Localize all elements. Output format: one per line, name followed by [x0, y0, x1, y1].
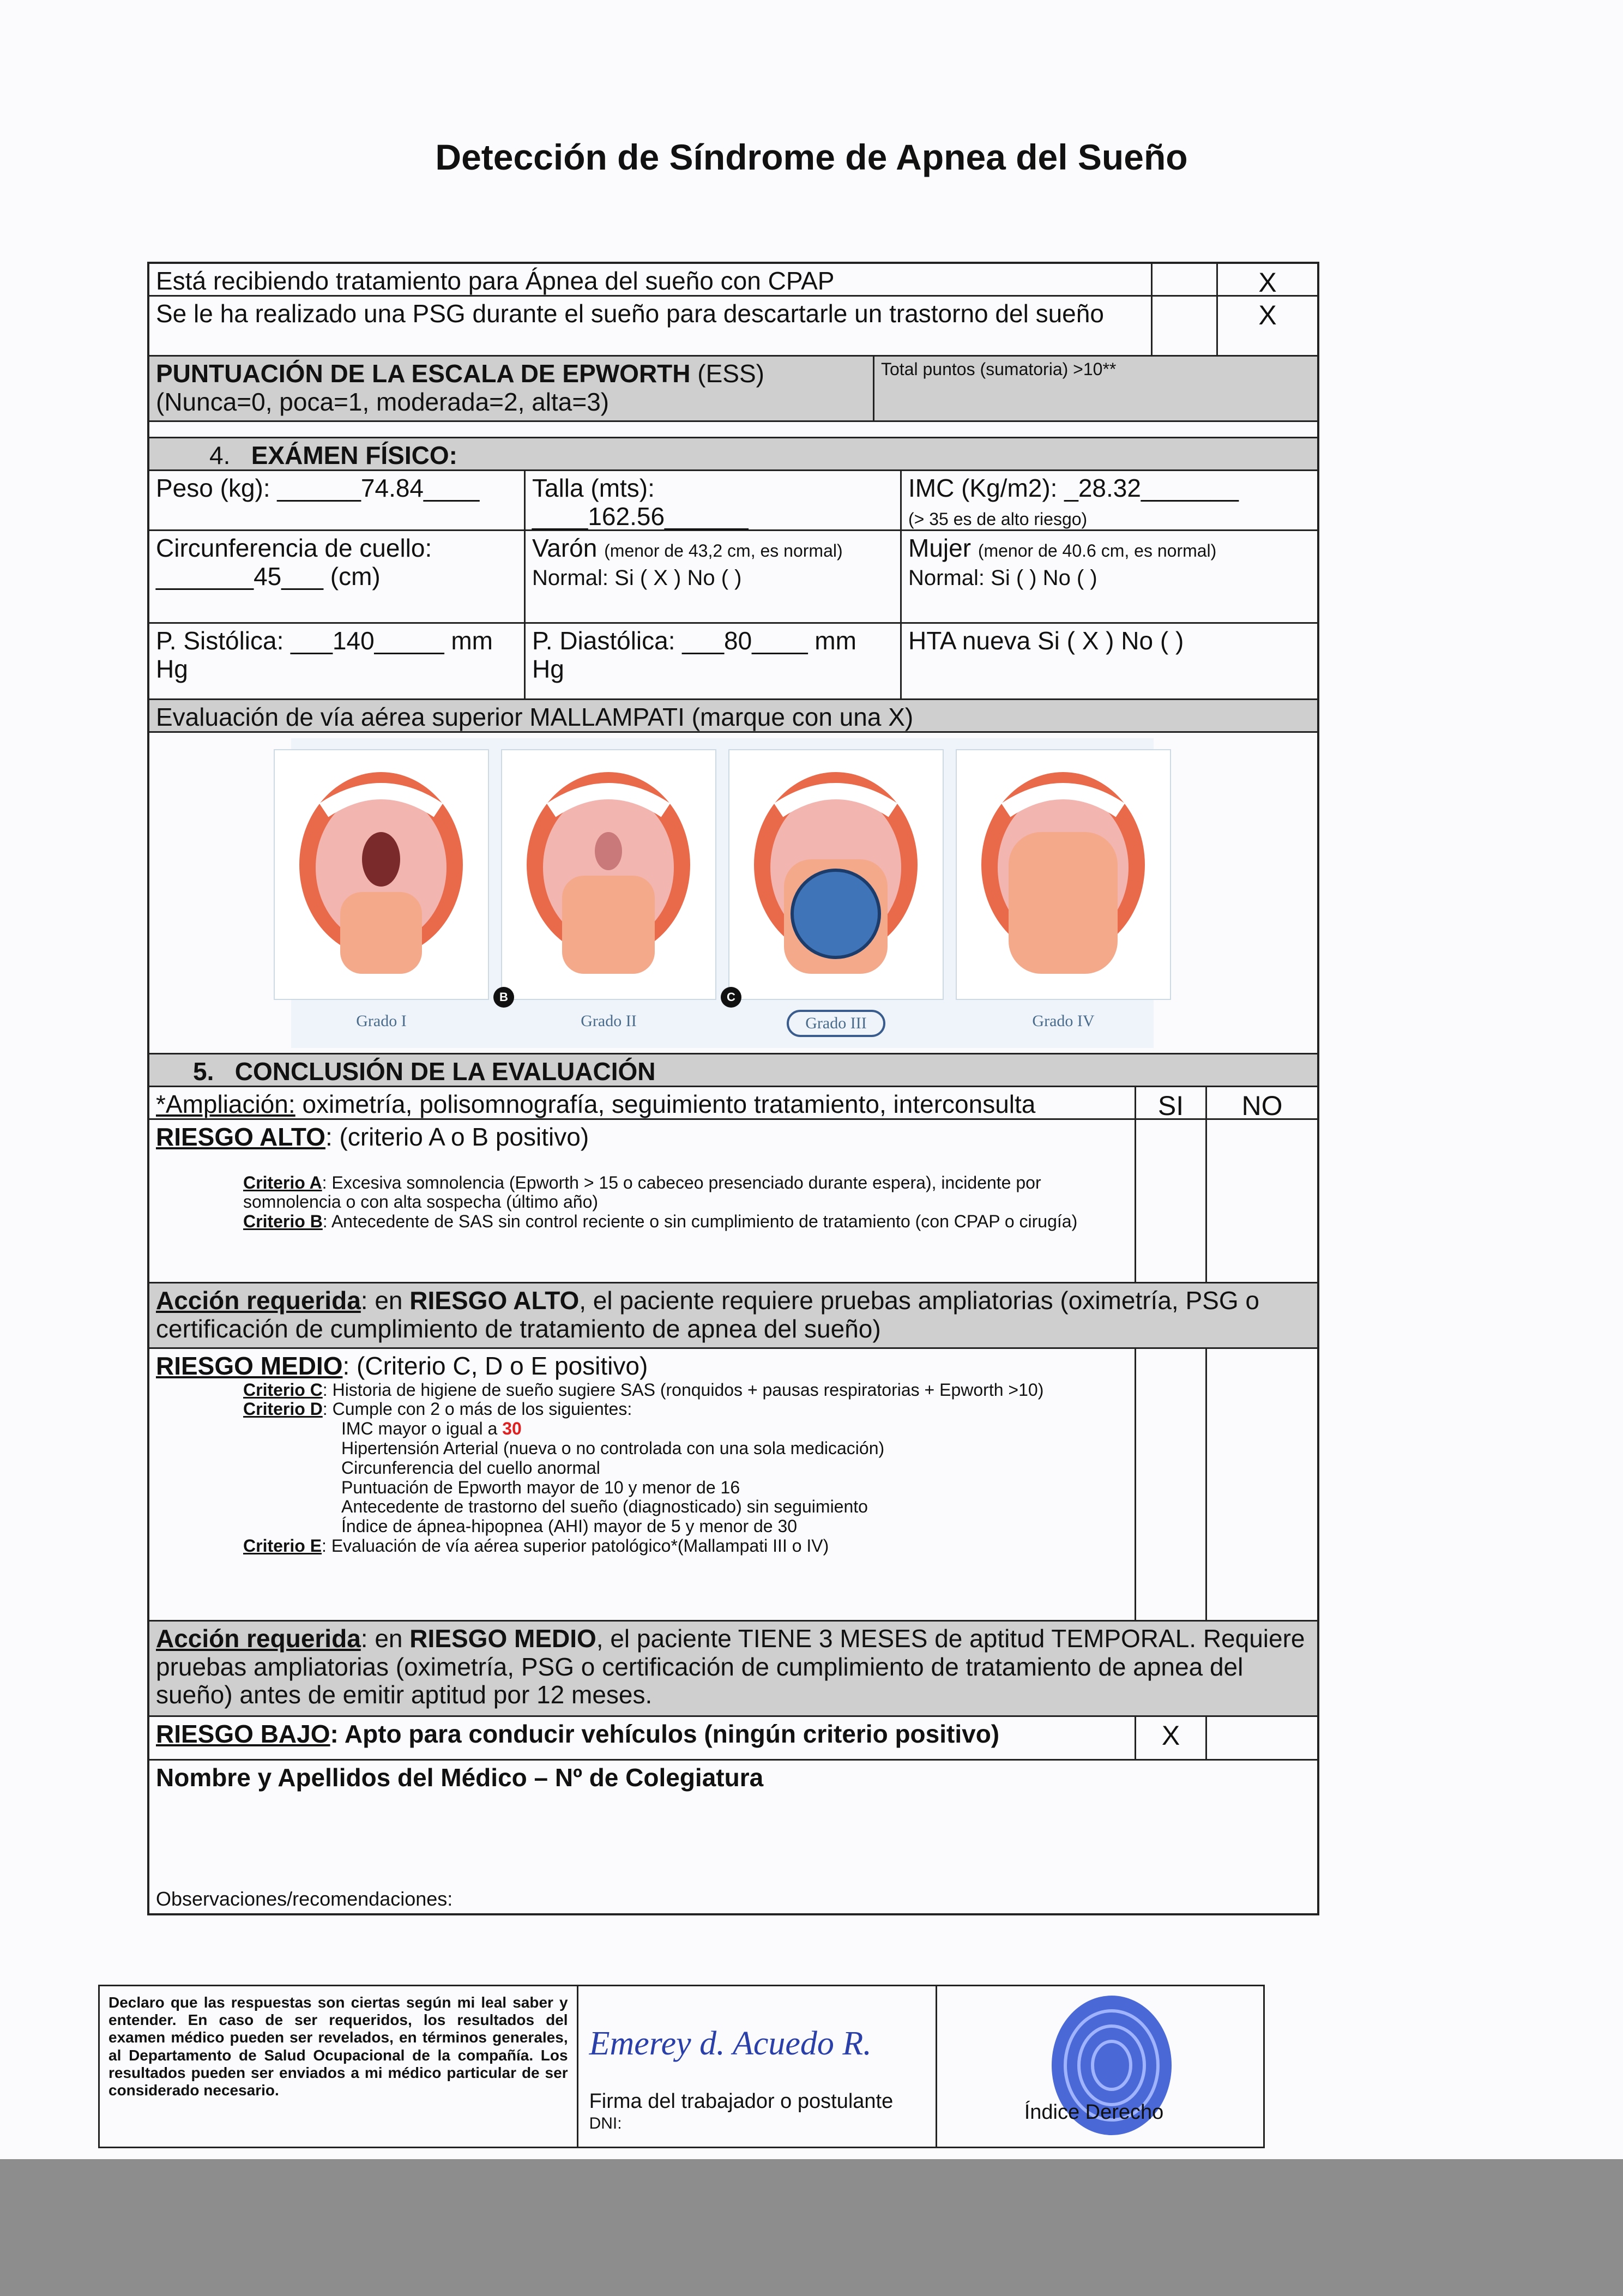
sistolica-field: P. Sistólica: ___140_____ mm Hg: [149, 624, 526, 698]
mallampati-grade-4-label: Grado IV: [1032, 1011, 1095, 1030]
mallampati-grade-1-label: Grado I: [356, 1011, 407, 1030]
conclusion-header-row: [149, 1054, 1317, 1087]
riesgo-medio-text: : (Criterio C, D o E positivo): [342, 1352, 648, 1380]
criterio-a-text: : Excesiva somnolencia (Epworth > 15 o cabeceo presenciado durante espera), incidente por somnolencia o con alta sospecha (último año): [243, 1172, 1041, 1212]
criterio-d-item: Antecedente de trastorno del sueño (diagnosticado) sin seguimiento: [341, 1497, 868, 1517]
criterio-c-text: : Historia de higiene de sueño sugiere SAS (ronquidos + pausas respiratorias + Epworth >10): [322, 1379, 1044, 1400]
medico-label: Nombre y Apellidos del Médico – Nº de Colegiatura: [156, 1763, 764, 1792]
mujer-note: (menor de 40.6 cm, es normal): [978, 541, 1217, 561]
mouth-grade-4-image: [957, 750, 1170, 999]
varon-label: Varón: [532, 534, 598, 562]
riesgo-alto-no: [1207, 1120, 1317, 1282]
criterio-d-item: Circunferencia del cuello anormal: [341, 1457, 600, 1478]
exam-header: EXÁMEN FÍSICO:: [251, 441, 457, 469]
ampliacion-label: *Ampliación:: [156, 1090, 295, 1118]
question-psg-row: [149, 297, 1317, 357]
imc-label: IMC (Kg/m2): _28.32_______: [908, 474, 1239, 502]
mallampati-grade-3: [728, 749, 944, 1037]
firma-label: Firma del trabajador o postulante: [589, 2090, 894, 2113]
talla-field: [526, 471, 902, 529]
mallampati-row: [149, 733, 1317, 1054]
mallampati-grade-4: [956, 749, 1171, 1037]
firma-cell: [578, 1986, 937, 2147]
epworth-title-cell: [149, 357, 874, 420]
varon-normal: Normal: Si ( X ) No ( ): [532, 565, 742, 590]
ampliacion-text: oximetría, polisomnografía, seguimiento tratamiento, interconsulta: [295, 1090, 1036, 1118]
question-cpap-row: [149, 264, 1317, 297]
criterio-b-label: Criterio B: [243, 1212, 323, 1232]
question-cpap-text: Está recibiendo tratamiento para Ápnea del sueño con CPAP: [149, 264, 1153, 295]
question-psg-yes: [1153, 297, 1218, 355]
accion-alto-label: Acción requerida: [156, 1286, 361, 1315]
varon-field: [526, 531, 902, 622]
exam-number: 4.: [209, 441, 231, 469]
badge-b: B: [493, 987, 514, 1008]
mallampati-grade-3-label: Grado III: [787, 1010, 885, 1037]
criterio-d-item: Hipertensión Arterial (nueva o no controlada con una sola medicación): [341, 1438, 885, 1458]
cuello-value: _______45___ (cm): [156, 562, 381, 590]
riesgo-medio-row: [149, 1349, 1317, 1622]
accion-alto-row: [149, 1283, 1317, 1349]
riesgo-medio-no: [1207, 1349, 1317, 1620]
page-title: Detección de Síndrome de Apnea del Sueño: [435, 137, 1188, 177]
criterio-e-label: Criterio E: [243, 1536, 322, 1556]
criterio-d-item: Índice de ápnea-hipopnea (AHI) mayor de 5 y menor de 30: [341, 1516, 798, 1536]
accion-medio-bold: RIESGO MEDIO: [409, 1624, 596, 1653]
question-psg-mark: X: [1258, 300, 1277, 330]
hta-field: HTA nueva Si ( X ) No ( ): [908, 626, 1184, 655]
ampliacion-row: [149, 1087, 1317, 1120]
riesgo-bajo-label: RIESGO BAJO: [156, 1720, 330, 1748]
criterio-d-item: Puntuación de Epworth mayor de 10 y menor de 16: [341, 1477, 740, 1497]
riesgo-alto-text: : (criterio A o B positivo): [325, 1123, 589, 1151]
declaracion-text: Declaro que las respuestas son ciertas según mi leal saber y entender. En caso de ser requeridos, los resultados del examen médico pueden ser revelados, en términos generales, al Departamento de Salud Ocupacional de la compañía. Los resultados pueden ser enviados a mi médico particular de ser considerado necesario.: [100, 1986, 578, 2147]
question-cpap-mark: X: [1258, 267, 1277, 298]
scan-margin: [0, 2159, 1623, 2296]
criterio-d-imc-value: 30: [502, 1419, 522, 1439]
accion-alto-bold: RIESGO ALTO: [409, 1286, 580, 1315]
exam-row-1: [149, 471, 1317, 531]
mouth-grade-1-image: [275, 750, 488, 999]
accion-medio-pre: : en: [360, 1624, 410, 1653]
exam-header-row: [149, 438, 1317, 471]
epworth-suffix: (ESS): [697, 359, 764, 388]
spacer-row: [149, 422, 1317, 438]
cuello-label: Circunferencia de cuello:: [156, 534, 432, 562]
criterio-d-imc: IMC mayor o igual a: [341, 1419, 503, 1439]
apnea-form: [147, 262, 1319, 1915]
mouth-grade-2-image: [502, 750, 715, 999]
indice-label: Índice Derecho: [1024, 2101, 1164, 2124]
signature-scribble: Emerey d. Acuedo R.: [589, 2025, 872, 2062]
riesgo-bajo-no: [1207, 1717, 1317, 1759]
conclusion-header: CONCLUSIÓN DE LA EVALUACIÓN: [234, 1057, 656, 1086]
signature-area: [98, 1985, 1265, 2148]
accion-alto-text: , el paciente requiere pruebas ampliatorias (oximetría, PSG o certificación de cumplimiento de tratamiento de apnea del sueño): [156, 1286, 1259, 1343]
mallampati-header-row: [149, 700, 1317, 733]
epworth-total: Total puntos (sumatoria) >10**: [881, 359, 1117, 379]
question-cpap-yes: [1153, 264, 1218, 295]
criterio-d-label: Criterio D: [243, 1399, 323, 1419]
exam-row-3: [149, 624, 1317, 700]
accion-medio-text: , el paciente TIENE 3 MESES de aptitud TEMPORAL. Requiere pruebas ampliatorias (oximetría, PSG o certificación de cumplimiento de tratamiento de apnea del sueño) antes de emitir aptitud por 12 meses.: [156, 1624, 1305, 1709]
riesgo-alto-si: [1136, 1120, 1207, 1282]
epworth-row: [149, 357, 1317, 422]
talla-label: Talla (mts):: [532, 474, 655, 502]
conclusion-number: 5.: [193, 1057, 214, 1086]
exam-row-2: [149, 531, 1317, 624]
criterio-e-text: : Evaluación de vía aérea superior patológico*(Mallampati III o IV): [322, 1536, 829, 1556]
question-psg-text: Se le ha realizado una PSG durante el sueño para descartarle un trastorno del sueño: [149, 297, 1153, 355]
observaciones-label: Observaciones/recomendaciones:: [156, 1887, 453, 1910]
diastolica-field: P. Diastólica: ___80____ mm Hg: [526, 624, 902, 698]
accion-medio-row: [149, 1622, 1317, 1717]
mallampati-grade-2-label: Grado II: [581, 1011, 637, 1030]
criterio-d-text: : Cumple con 2 o más de los siguientes:: [322, 1399, 632, 1419]
varon-note: (menor de 43,2 cm, es normal): [604, 541, 843, 561]
no-header: NO: [1241, 1090, 1283, 1121]
accion-medio-label: Acción requerida: [156, 1624, 361, 1653]
talla-value: ____162.56______: [532, 502, 749, 531]
mallampati-panel: [291, 738, 1154, 1048]
criterio-a-label: Criterio A: [243, 1172, 322, 1192]
cuello-field: [149, 531, 526, 622]
mujer-label: Mujer: [908, 534, 972, 562]
riesgo-bajo-row: [149, 1717, 1317, 1761]
mallampati-grade-2: [501, 749, 716, 1037]
dni-label: DNI:: [589, 2114, 622, 2132]
criterio-c-label: Criterio C: [243, 1379, 323, 1400]
peso-field: Peso (kg): ______74.84____: [149, 471, 526, 529]
riesgo-medio-label: RIESGO MEDIO: [156, 1352, 343, 1380]
mallampati-header: Evaluación de vía aérea superior MALLAMPATI (marque con una X): [156, 703, 914, 731]
mallampati-grade-1: [274, 749, 489, 1037]
mouth-grade-3-image: [729, 750, 943, 999]
riesgo-alto-row: [149, 1120, 1317, 1283]
medico-row: [149, 1761, 1317, 1913]
epworth-scale: (Nunca=0, poca=1, moderada=2, alta=3): [156, 387, 610, 416]
imc-field: [902, 471, 1317, 529]
riesgo-bajo-text: : Apto para conducir vehículos (ningún criterio positivo): [330, 1720, 1000, 1748]
riesgo-alto-label: RIESGO ALTO: [156, 1123, 325, 1151]
mujer-normal: Normal: Si ( ) No ( ): [908, 565, 1097, 590]
riesgo-bajo-si-mark: X: [1136, 1717, 1207, 1759]
riesgo-medio-si: [1136, 1349, 1207, 1620]
imc-note: (> 35 es de alto riesgo): [908, 509, 1088, 529]
accion-alto-pre: : en: [360, 1286, 410, 1315]
mujer-field: [902, 531, 1317, 622]
si-header: SI: [1136, 1087, 1207, 1118]
selected-marker: [792, 870, 879, 957]
criterio-b-text: : Antecedente de SAS sin control reciente o sin cumplimiento de tratamiento (con CPAP o cirugía): [322, 1212, 1078, 1232]
indice-cell: [937, 1986, 1263, 2147]
epworth-title: PUNTUACIÓN DE LA ESCALA DE EPWORTH: [156, 359, 691, 388]
badge-c: C: [721, 987, 741, 1008]
